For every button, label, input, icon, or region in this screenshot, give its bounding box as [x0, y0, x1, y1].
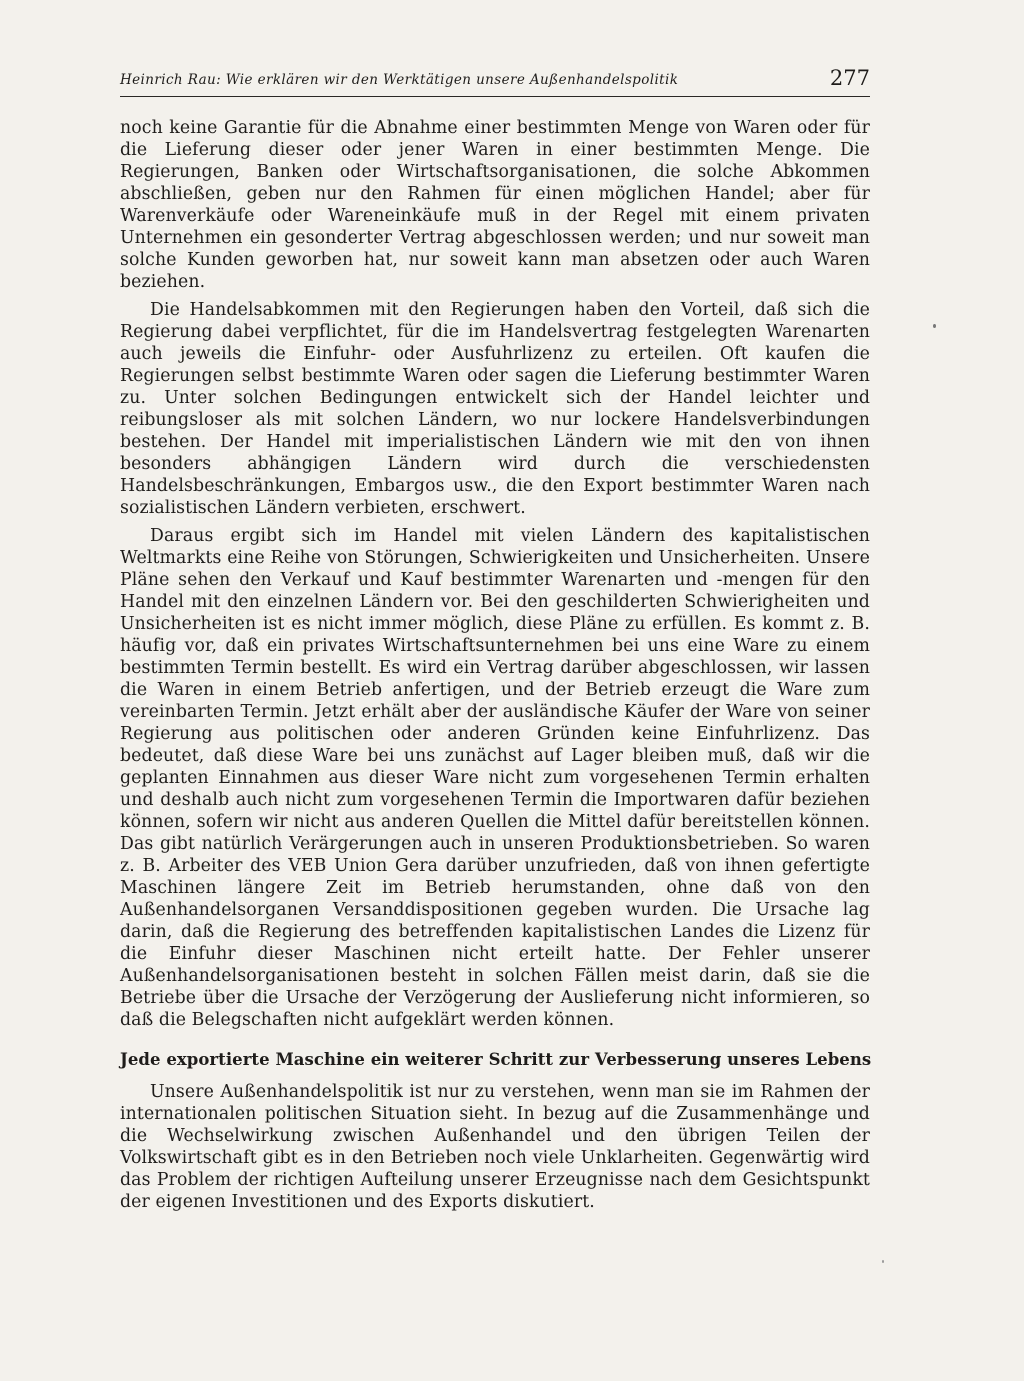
section-heading: Jede exportierte Maschine ein weiterer Schritt zur Verbesserung unseres Lebens: [120, 1050, 872, 1069]
body-text: [120, 117, 870, 1213]
paragraph-foreign-trade-policy: Unsere Außenhandelspolitik ist nur zu verstehen, wenn man sie im Rahmen der internationalen politischen Situation sieht. In bezug auf die Zusammenhänge und die Wechselwirkung zwischen Außenhandel und den übrigen Teilen der Volkswirtschaft gibt es in den Betrieben noch viele Unklarheiten. Gegenwärtig wird das Problem der richtigen Aufteilung unserer Erzeugnisse nach dem Gesichtspunkt der eigenen Investitionen und des Exports diskutiert.: [120, 1082, 870, 1212]
paragraph-continuation: noch keine Garantie für die Abnahme einer bestimmten Menge von Waren oder für die Lieferung dieser oder jener Waren in einer bestimmten Menge. Die Regierungen, Banken oder Wirtschaftsorganisationen, die solche Abkommen abschließen, geben nur den Rahmen für einen möglichen Handel; aber für Warenverkäufe oder Wareneinkäufe muß in der Regel mit einem privaten Unternehmen ein gesonderter Vertrag abgeschlossen werden; und nur soweit man solche Kunden geworben hat, nur soweit kann man absetzen oder auch Waren beziehen.: [120, 118, 870, 292]
paper-speck: [882, 1260, 884, 1263]
paragraph-trade-agreements: Die Handelsabkommen mit den Regierungen haben den Vorteil, daß sich die Regierung dabei verpflichtet, für die im Handelsvertrag festgelegten Warenarten auch jeweils die Einfuhr- oder Ausfuhrlizenz zu erteilen. Oft kaufen die Regierungen selbst bestimmte Waren oder sagen die Lieferung bestimmter Waren zu. Unter solchen Bedingungen entwickelt sich der Handel leichter und reibungsloser als mit solchen Ländern, wo nur lockere Handelsverbindungen bestehen. Der Handel mit imperialistischen Ländern wie mit den von ihnen besonders abhängigen Ländern wird durch die verschiedensten Handelsbeschränkungen, Embargos usw., die den Export bestimmter Waren nach sozialistischen Ländern verbieten, erschwert.: [120, 300, 870, 518]
running-title: Heinrich Rau: Wie erklären wir den Werktätigen unsere Außenhandelspolitik: [120, 72, 679, 88]
paragraph-disruptions: Daraus ergibt sich im Handel mit vielen Ländern des kapitalistischen Weltmarkts eine Reihe von Störungen, Schwierigkeiten und Unsicherheiten. Unsere Pläne sehen den Verkauf und Kauf bestimmter Warenarten und -mengen für den Handel mit den einzelnen Ländern vor. Bei den geschilderten Schwierigheiten und Unsicherheiten ist es nicht immer möglich, diese Pläne zu erfüllen. Es kommt z. B. häufig vor, daß ein privates Wirtschaftsunternehmen bei uns eine Ware zu einem bestimmten Termin bestellt. Es wird ein Vertrag darüber abgeschlossen, wir lassen die Waren in einem Betrieb anfertigen, und der Betrieb erzeugt die Ware zum vereinbarten Termin. Jetzt erhält aber der ausländische Käufer der Ware von seiner Regierung aus politischen oder anderen Gründen keine Einfuhrlizenz. Das bedeutet, daß diese Ware bei uns zunächst auf Lager bleiben muß, daß wir die geplanten Einnahmen aus dieser Ware nicht zum vorgesehenen Termin erhalten und deshalb auch nicht zum vorgesehenen Termin die Importwaren dafür beziehen können, sofern wir nicht aus anderen Quellen die Mittel dafür bereitstellen können. Das gibt natürlich Verärgerungen auch in unseren Produktionsbetrieben. So waren z. B. Arbeiter des VEB Union Gera darüber unzufrieden, daß von ihnen gefertigte Maschinen längere Zeit im Betrieb herumstanden, ohne daß von den Außenhandelsorganen Versanddispositionen gegeben wurden. Die Ursache lag darin, daß die Regierung des betreffenden kapitalistischen Landes die Lizenz für die Einfuhr dieser Maschinen nicht erteilt hatte. Der Fehler unserer Außenhandelsorganisationen besteht in solchen Fällen meist darin, daß sie die Betriebe über die Ursache der Verzögerung der Auslieferung nicht informieren, so daß die Belegschaften nicht aufgeklärt werden können.: [120, 526, 870, 1030]
page-number: 277: [829, 66, 870, 90]
book-page: [120, 62, 870, 1219]
running-header: [120, 62, 870, 97]
paper-speck: [933, 324, 936, 328]
